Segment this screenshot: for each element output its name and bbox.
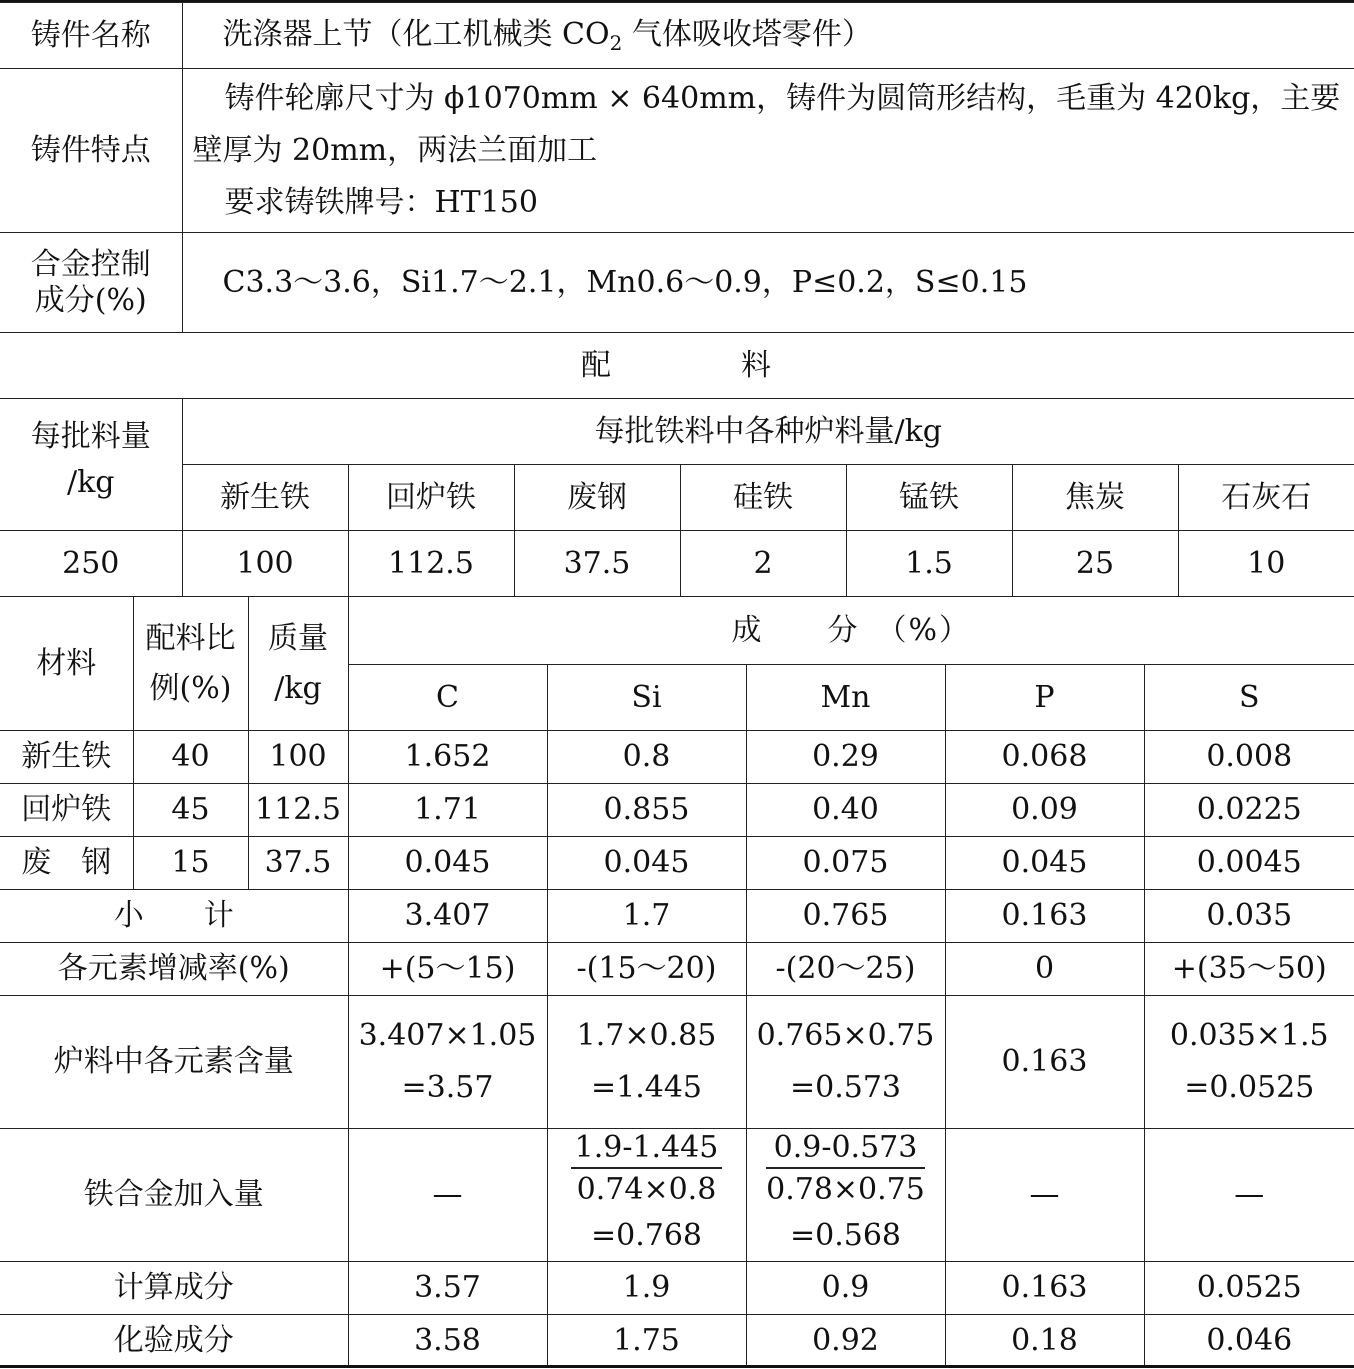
- row-mass: 37.5: [248, 837, 348, 890]
- calc-s: 0.0525: [1144, 1262, 1354, 1315]
- charge-col-pig-iron: 新生铁: [182, 465, 348, 531]
- rate-row: [0, 943, 1354, 996]
- row-mn: 0.40: [746, 784, 945, 837]
- content-mn: [746, 996, 945, 1129]
- content-p: 0.163: [945, 996, 1144, 1129]
- feature-line-1: 铸件轮廓尺寸为 ϕ1070mm × 640mm，铸件为圆筒形结构，毛重为 420kg，主要: [224, 80, 1341, 116]
- element-p: P: [945, 665, 1144, 731]
- subtotal-s: 0.035: [1144, 890, 1354, 943]
- content-c-expr: 3.407×1.05: [358, 1018, 537, 1053]
- row-ratio: 45: [133, 784, 248, 837]
- row-material: 回炉铁: [0, 784, 133, 837]
- content-si: [547, 996, 746, 1129]
- assay-mn: 0.92: [746, 1315, 945, 1368]
- charge-val-limestone: 10: [1178, 531, 1354, 597]
- batch-weight-label: [0, 399, 182, 531]
- fraction-result: =0.768: [590, 1218, 702, 1253]
- ferroalloy-mn: [746, 1129, 945, 1262]
- charge-val-ferrosilicon: 2: [680, 531, 846, 597]
- casting-name-value: 洗涤器上节（化工机械类 $CO_2$ 气体吸收塔零件）: [182, 3, 1354, 69]
- feature-line-3: 要求铸铁牌号：HT150: [224, 184, 538, 220]
- assay-p: 0.18: [945, 1315, 1144, 1368]
- row-p: 0.09: [945, 784, 1144, 837]
- content-s-expr: 0.035×1.5: [1169, 1018, 1329, 1053]
- row-s: 0.0225: [1144, 784, 1354, 837]
- content-c: [348, 996, 547, 1129]
- content-s-result: =0.0525: [1184, 1070, 1315, 1105]
- content-si-expr: 1.7×0.85: [576, 1018, 717, 1053]
- rate-c: +(5～15): [348, 943, 547, 996]
- row-s: 0.0045: [1144, 837, 1354, 890]
- charge-val-ferromanganese: 1.5: [846, 531, 1012, 597]
- component-header: 成 分 （%）: [348, 597, 1354, 665]
- assay-row: [0, 1315, 1354, 1368]
- row-mass: 100: [248, 731, 348, 784]
- assay-label: 化验成分: [0, 1315, 348, 1368]
- charge-val-pig-iron: 100: [182, 531, 348, 597]
- calc-p: 0.163: [945, 1262, 1144, 1315]
- material-label: 材料: [0, 597, 133, 731]
- rate-label: 各元素增减率(%): [0, 943, 348, 996]
- content-row: [0, 996, 1354, 1129]
- fraction-denominator: 0.74×0.8: [576, 1172, 717, 1207]
- ratio-label: [133, 597, 248, 731]
- ferroalloy-label: 铁合金加入量: [0, 1129, 348, 1262]
- content-c-result: =3.57: [401, 1070, 494, 1105]
- calc-label: 计算成分: [0, 1262, 348, 1315]
- element-s: S: [1144, 665, 1354, 731]
- mass-label-line1: 质量: [268, 620, 328, 656]
- subtotal-label: 小 计: [0, 890, 348, 943]
- row-ratio: 40: [133, 731, 248, 784]
- ferroalloy-si: [547, 1129, 746, 1262]
- row-material: 废 钢: [0, 837, 133, 890]
- row-c: 0.045: [348, 837, 547, 890]
- casting-feature-value: [182, 69, 1354, 233]
- ferroalloy-s: —: [1144, 1129, 1354, 1262]
- calc-mn: 0.9: [746, 1262, 945, 1315]
- bottom-rule: [0, 1365, 1354, 1368]
- table-row: [0, 784, 1354, 837]
- alloy-label: [0, 233, 182, 333]
- element-si: Si: [547, 665, 746, 731]
- row-c: 1.71: [348, 784, 547, 837]
- content-label: 炉料中各元素含量: [0, 996, 348, 1129]
- charge-val-coke: 25: [1012, 531, 1178, 597]
- ferroalloy-mn-fraction: [766, 1129, 925, 1261]
- subtotal-p: 0.163: [945, 890, 1144, 943]
- row-mn: 0.075: [746, 837, 945, 890]
- rate-mn: -(20～25): [746, 943, 945, 996]
- row-si: 0.8: [547, 731, 746, 784]
- charge-val-scrap-steel: 37.5: [514, 531, 680, 597]
- alloy-value: C3.3～3.6，Si1.7～2.1，Mn0.6～0.9，P≤0.2，S≤0.15: [182, 233, 1354, 333]
- ratio-label-line2: 例(%): [149, 670, 232, 706]
- row-c: 1.652: [348, 731, 547, 784]
- row-mass: 112.5: [248, 784, 348, 837]
- rate-si: -(15～20): [547, 943, 746, 996]
- element-mn: Mn: [746, 665, 945, 731]
- content-s: [1144, 996, 1354, 1129]
- rate-s: +(35～50): [1144, 943, 1354, 996]
- subtotal-row: [0, 890, 1354, 943]
- row-s: 0.008: [1144, 731, 1354, 784]
- alloy-label-line2: 成分(%): [34, 282, 147, 318]
- charge-col-limestone: 石灰石: [1178, 465, 1354, 531]
- charge-col-ferrosilicon: 硅铁: [680, 465, 846, 531]
- row-p: 0.045: [945, 837, 1144, 890]
- content-si-result: =1.445: [590, 1070, 703, 1105]
- charge-header: 每批铁料中各种炉料量/kg: [182, 399, 1354, 465]
- row-p: 0.068: [945, 731, 1144, 784]
- row-mn: 0.29: [746, 731, 945, 784]
- charge-val-return-iron: 112.5: [348, 531, 514, 597]
- batching-title: 配 料: [0, 333, 1354, 399]
- calc-c: 3.57: [348, 1262, 547, 1315]
- ratio-label-line1: 配料比: [145, 620, 236, 656]
- fraction-result: =0.568: [789, 1218, 901, 1253]
- content-mn-result: =0.573: [789, 1070, 902, 1105]
- subtotal-c: 3.407: [348, 890, 547, 943]
- fraction-numerator: 1.9-1.445: [571, 1129, 723, 1169]
- row-material: 新生铁: [0, 731, 133, 784]
- fraction-numerator: 0.9-0.573: [766, 1129, 925, 1169]
- charge-col-return-iron: 回炉铁: [348, 465, 514, 531]
- assay-s: 0.046: [1144, 1315, 1354, 1368]
- mass-label: [248, 597, 348, 731]
- ferroalloy-si-fraction: [571, 1129, 723, 1261]
- assay-c: 3.58: [348, 1315, 547, 1368]
- rate-p: 0: [945, 943, 1144, 996]
- calc-si: 1.9: [547, 1262, 746, 1315]
- batch-label-line1: 每批料量: [30, 418, 151, 454]
- batching-table: [0, 332, 1354, 597]
- assay-si: 1.75: [547, 1315, 746, 1368]
- subtotal-si: 1.7: [547, 890, 746, 943]
- charge-col-ferromanganese: 锰铁: [846, 465, 1012, 531]
- ferroalloy-c: —: [348, 1129, 547, 1262]
- alloy-label-line1: 合金控制: [30, 246, 151, 282]
- batch-label-line2: /kg: [67, 464, 115, 500]
- subtotal-mn: 0.765: [746, 890, 945, 943]
- casting-feature-label: 铸件特点: [0, 69, 182, 233]
- ferroalloy-p: —: [945, 1129, 1144, 1262]
- batch-weight-value: 250: [0, 531, 182, 597]
- composition-table: [0, 596, 1354, 1368]
- mass-label-line2: /kg: [274, 670, 322, 706]
- info-table: [0, 2, 1354, 333]
- content-mn-expr: 0.765×0.75: [756, 1018, 935, 1053]
- element-c: C: [348, 665, 547, 731]
- feature-line-2: 壁厚为 20mm，两法兰面加工: [192, 132, 598, 168]
- ferroalloy-row: [0, 1129, 1354, 1262]
- casting-name-label: 铸件名称: [0, 3, 182, 69]
- fraction-denominator: 0.78×0.75: [766, 1172, 925, 1207]
- table-row: [0, 731, 1354, 784]
- charge-col-scrap-steel: 废钢: [514, 465, 680, 531]
- charge-col-coke: 焦炭: [1012, 465, 1178, 531]
- row-ratio: 15: [133, 837, 248, 890]
- table-row: [0, 837, 1354, 890]
- row-si: 0.045: [547, 837, 746, 890]
- calc-row: [0, 1262, 1354, 1315]
- row-si: 0.855: [547, 784, 746, 837]
